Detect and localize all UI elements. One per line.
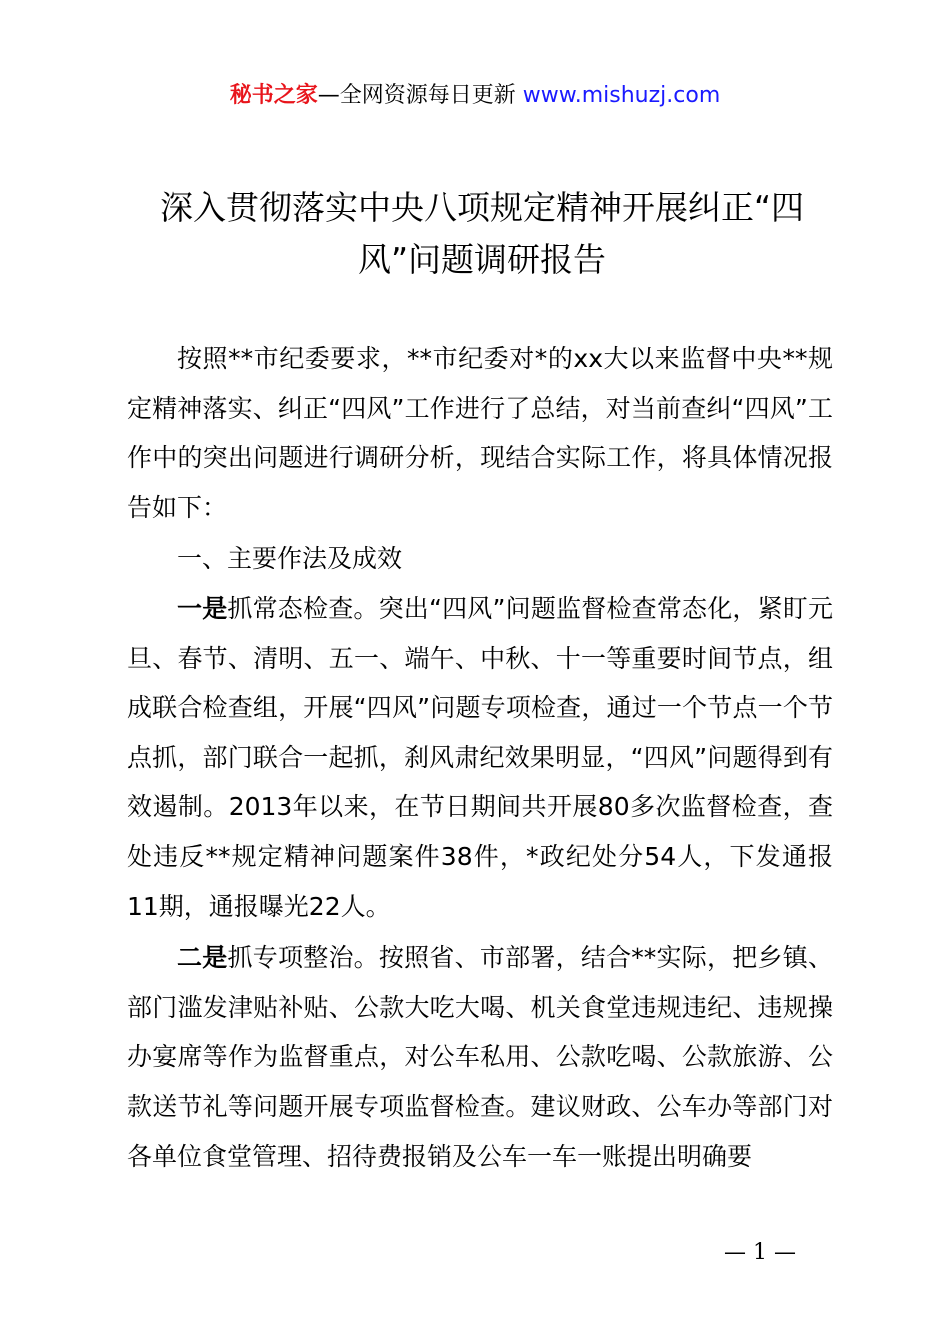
document-body — [127, 334, 833, 1181]
section-heading: 一、主要作法及成效 — [177, 544, 403, 574]
intro-paragraph: 按照**市纪委要求，**市纪委对*的xx大以来监督中央**规定精神落实、纠正“四风”工作进行了总结，对当前查纠“四风”工作中的突出问题进行调研分析，现结合实际工作，将具体情况报告如下： — [127, 344, 833, 522]
item-paragraph-1 — [127, 584, 833, 931]
item-lead-1: 一是 — [177, 593, 228, 623]
item-paragraph-2 — [127, 933, 833, 1181]
site-url-link[interactable]: www.mishuzj.com — [522, 83, 721, 108]
site-header — [0, 80, 950, 112]
item-text-1: 抓常态检查。突出“四风”问题监督检查常态化，紧盯元旦、春节、清明、五一、端午、中秋、十一等重要时间节点，组成联合检查组，开展“四风”问题专项检查，通过一个节点一个节点抓，部门联合一起抓，刹风肃纪效果明显，“四风”问题得到有效遏制。2013年以来，在节日期间共开展80多次监督检查，查处违反**规定精神问题案件38件，*政纪处分54人，下发通报11期，通报曝光22人。 — [127, 593, 833, 921]
page-number: — 1 — — [724, 1240, 796, 1265]
item-text-2: 抓专项整治。按照省、市部署，结合**实际，把乡镇、部门滥发津贴补贴、公款大吃大喝、机关食堂违规违纪、违规操办宴席等作为监督重点，对公车私用、公款吃喝、公款旅游、公款送节礼等问题开展专项监督检查。建议财政、公车办等部门对各单位食堂管理、招待费报销及公车一车一账提出明确要 — [127, 943, 833, 1171]
brand-name: 秘书之家 — [229, 83, 318, 108]
document-title: 深入贯彻落实中央八项规定精神开展纠正“四风”问题调研报告 — [159, 188, 805, 279]
header-tagline: —全网资源每日更新 — [317, 83, 523, 108]
item-lead-2: 二是 — [177, 943, 228, 973]
